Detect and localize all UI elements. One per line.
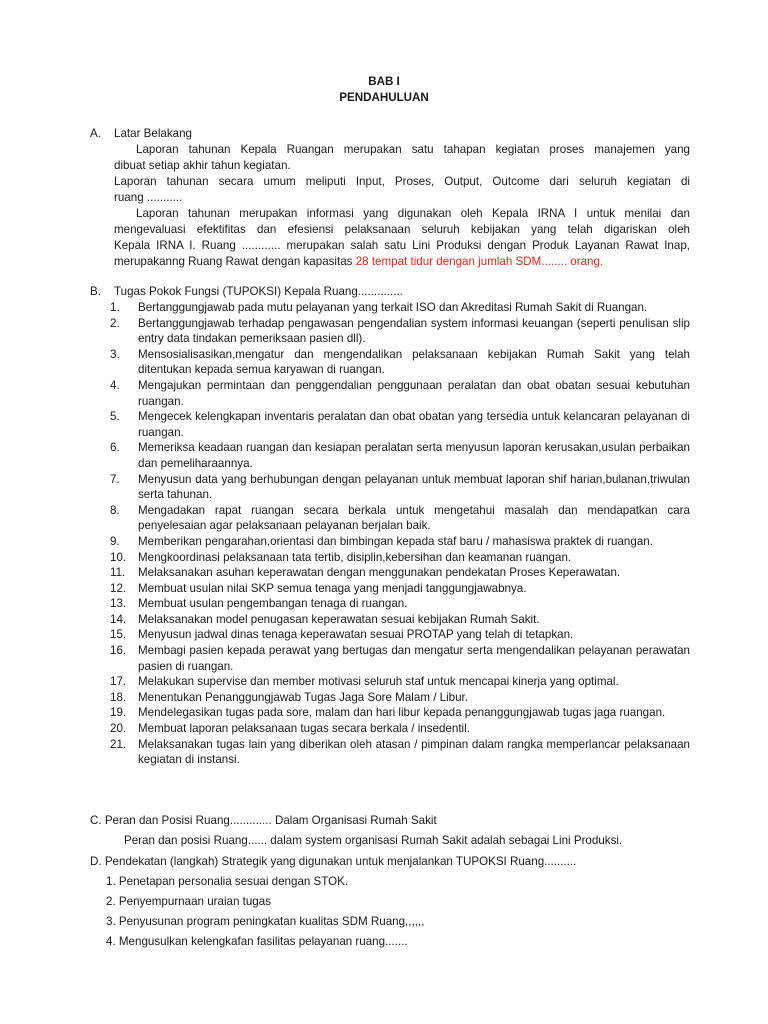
list-item <box>110 300 690 316</box>
list-item-number: 10. <box>110 550 127 564</box>
list-item-text: Melakukan supervise dan member motivasi seluruh staf untuk mencapai kinerja yang optimal. <box>138 675 619 689</box>
list-item: 4. Mengusulkan kelengkafan fasilitas pelayanan ruang....... <box>106 934 408 948</box>
section-a-highlight: 28 tempat tidur dengan jumlah SDM........ orang. <box>355 255 604 268</box>
section-a-p2-line1: Laporan tahunan secara umum meliputi Input, Proses, Output, Outcome dari seluruh kegiatan di <box>114 175 690 188</box>
list-item-text: Melaksanakan asuhan keperawatan dengan menggunakan pendekatan Proses Keperawatan. <box>138 566 621 580</box>
list-item-number: 6. <box>110 441 120 455</box>
list-item <box>110 565 690 581</box>
list-item-number: 17. <box>110 675 127 689</box>
section-b-title: Tugas Pokok Fungsi (TUPOKSI) Kepala Ruang.............. <box>114 285 403 298</box>
list-item-text: Menentukan Penanggungjawab Tugas Jaga Sore Malam / Libur. <box>138 690 468 704</box>
list-item <box>110 347 690 378</box>
list-item-text: Memberikan pengarahan,orientasi dan bimbingan kepada staf baru / mahasiswa praktek di ruangan. <box>138 534 653 548</box>
list-item-number: 20. <box>110 722 127 736</box>
section-a-p1-line2: dibuat setiap akhir tahun kegiatan. <box>114 159 291 172</box>
list-item-text: Membuat laporan pelaksanaan tugas secara berkala / insedentil. <box>138 722 470 736</box>
list-item <box>110 534 690 550</box>
list-item-text: Mengkoordinasi pelaksanaan tata tertib, disiplin,kebersihan dan keamanan ruangan. <box>138 550 572 564</box>
list-item <box>110 550 690 566</box>
list-item-text: Mengajukan permintaan dan penggendalian penggunaan peralatan dan obat obatan sesuai kebutuhan ruangan. <box>138 378 690 408</box>
section-a-p3-line3: Kepala IRNA I. Ruang ............ merupakan salah satu Lini Produksi dengan Produk Layanan Rawat Inap, <box>114 239 690 252</box>
list-item-number: 9. <box>110 534 120 548</box>
list-item-text: Mengecek kelengkapan inventaris peralatan dan obat obatan yang tersedia untuk kelancaran pelayanan di ruangan. <box>138 410 690 439</box>
list-item-text: Membuat usulan nilai SKP semua tenaga yang menjadi tanggungjawabnya. <box>138 581 527 595</box>
list-item-number: 16. <box>110 644 127 658</box>
list-item-text: Bertanggungjawab terhadap pengawasan pengendalian system informasi keuangan (seperti penulisan slip entry data tindakan pemeriksaan pasien dll). <box>138 316 690 346</box>
list-item <box>110 690 690 706</box>
list-item-number: 1. <box>110 301 120 314</box>
list-item-number: 5. <box>110 410 120 424</box>
list-item-text: Melaksanakan model penugasan keperawatan sesuai kebijakan Rumah Sakit. <box>138 612 540 626</box>
section-d-title: D. Pendekatan (langkah) Strategik yang digunakan untuk menjalankan TUPOKSI Ruang.......... <box>90 855 577 868</box>
section-a-title: Latar Belakang <box>114 127 192 140</box>
list-item <box>110 596 690 612</box>
list-item-text: Mengadakan rapat ruangan secara berkala untuk mengetahui masalah dan mendapatkan cara penyelesaian agar pelaksanaan pelayanan berjalan baik. <box>138 503 690 533</box>
list-item-text: Mendelegasikan tugas pada sore, malam dan hari libur kepada penanggungjawab tugas jaga ruangan. <box>138 706 666 720</box>
list-item <box>110 612 690 628</box>
section-a-p3-line1: Laporan tahunan merupakan informasi yang digunakan oleh Kepala IRNA I untuk menilai dan <box>136 207 690 220</box>
list-item <box>110 674 690 690</box>
section-a-p1-line1: Laporan tahunan Kepala Ruangan merupakan satu tahapan kegiatan proses manajemen yang <box>136 143 690 156</box>
list-item <box>110 737 690 768</box>
list-item-number: 8. <box>110 503 120 517</box>
task-list <box>110 300 690 768</box>
list-item-number: 19. <box>110 706 127 720</box>
list-item <box>110 581 690 597</box>
section-a-p3-line4-text: merupakanng Ruang Rawat dengan kapasitas <box>114 255 356 268</box>
list-item <box>110 316 690 347</box>
list-item <box>110 378 690 409</box>
list-item-number: 14. <box>110 612 127 626</box>
step-list <box>106 874 666 954</box>
list-item-text: Menyusun jadwal dinas tenaga keperawatan sesuai PROTAP yang telah di tetapkan. <box>138 628 574 642</box>
list-item <box>110 503 690 534</box>
list-item-number: 11. <box>110 566 126 580</box>
list-item <box>110 440 690 471</box>
section-a-p2-line2: ruang ........... <box>114 191 183 204</box>
section-c-body: Peran dan posisi Ruang...... dalam system organisasi Rumah Sakit adalah sebagai Lini Produksi. <box>124 834 623 847</box>
section-c-title: C. Peran dan Posisi Ruang............. Dalam Organisasi Rumah Sakit <box>90 814 437 827</box>
list-item-text: Memeriksa keadaan ruangan dan kesiapan peralatan serta menyusun laporan kerusakan,usulan perbaikan dan pemeliharaannya. <box>138 441 690 470</box>
list-item: 2. Penyempurnaan uraian tugas <box>106 894 272 908</box>
list-item-text: Melaksanakan tugas lain yang diberikan oleh atasan / pimpinan dalam rangka memperlancar pelaksanaan kegiatan di instansi. <box>138 737 690 767</box>
list-item: 1. Penetapan personalia sesuai dengan STOK. <box>106 875 349 888</box>
list-item <box>110 643 690 674</box>
list-item <box>110 627 690 643</box>
list-item-text: Mensosialisasikan,mengatur dan mengendalikan pelaksanaan kebijakan Rumah Sakit yang telah ditentukan kepada semua karyawan di ruangan. <box>138 347 690 377</box>
chapter-label: BAB I <box>368 75 400 88</box>
list-item-number: 12. <box>110 581 127 595</box>
section-b-marker: B. <box>90 285 101 298</box>
list-item <box>110 409 690 440</box>
list-item-number: 15. <box>110 628 127 642</box>
list-item-number: 18. <box>110 690 127 704</box>
list-item-number: 13. <box>110 597 127 611</box>
section-a-marker: A. <box>90 127 101 140</box>
list-item-text: Menyusun data yang berhubungan dengan pelayanan untuk membuat laporan shif harian,bulanan,triwulan serta tahunan. <box>138 472 690 502</box>
section-a-p3-line4 <box>114 254 603 270</box>
list-item <box>110 705 690 721</box>
chapter-title: PENDAHULUAN <box>339 91 429 104</box>
list-item-number: 2. <box>110 316 120 330</box>
list-item: 3. Penyusunan program peningkatan kualitas SDM Ruang,,,,,, <box>106 914 425 928</box>
list-item-number: 3. <box>110 347 120 361</box>
list-item <box>110 721 690 737</box>
list-item-text: Bertanggungjawab pada mutu pelayanan yang terkait ISO dan Akreditasi Rumah Sakit di Ruangan. <box>138 301 648 314</box>
list-item-number: 4. <box>110 378 120 392</box>
list-item-text: Membuat usulan pengembangan tenaga di ruangan. <box>138 597 408 611</box>
list-item <box>110 472 690 503</box>
section-a-p3-line2: mengevaluasi efektifitas dan efesiensi pelaksanaan seluruh kebijakan yang telah digariskan oleh <box>114 223 690 236</box>
list-item-number: 21. <box>110 737 127 751</box>
list-item-number: 7. <box>110 472 120 486</box>
list-item-text: Membagi pasien kepada perawat yang bertugas dan mengatur serta mengendalikan pelayanan perawatan pasien di ruangan. <box>138 644 690 673</box>
